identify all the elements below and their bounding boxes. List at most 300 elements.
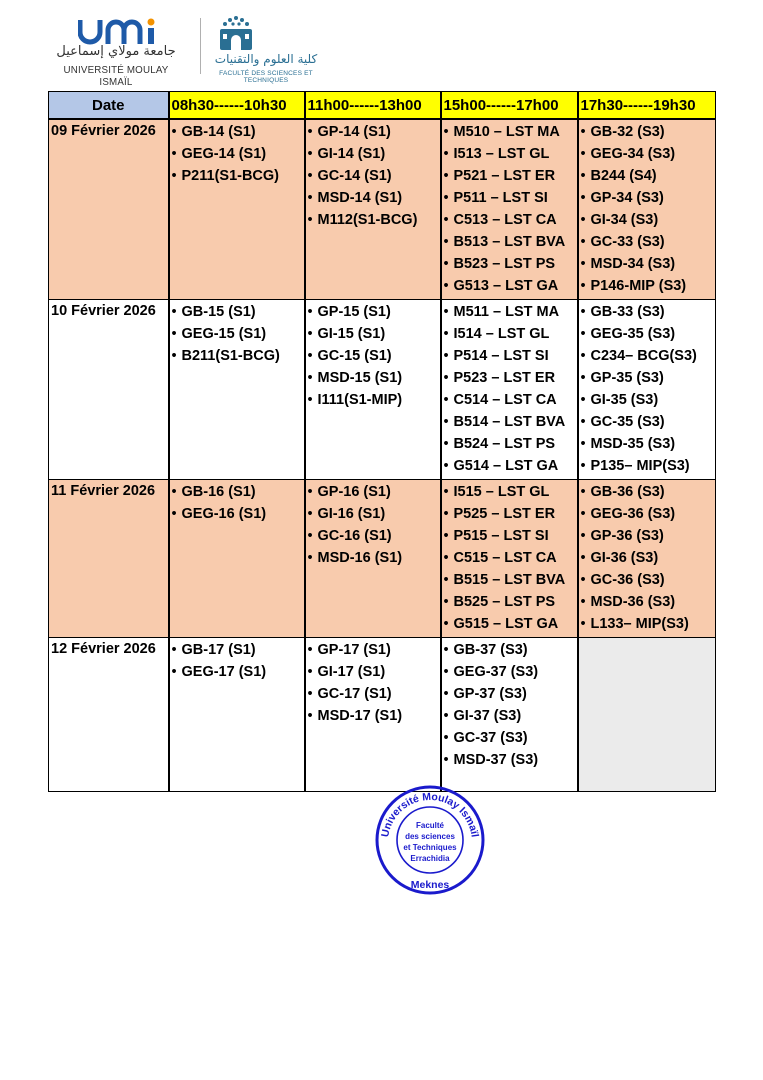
slot-cell [305, 300, 441, 480]
university-name-arabic: جامعة مولاي إسماعيل [56, 44, 176, 59]
bullet-icon: • [307, 550, 313, 566]
exam-code: P211(S1-BCG) [181, 168, 280, 184]
bullet-icon: • [580, 616, 586, 632]
exam-code: GEG-17 (S1) [181, 664, 267, 680]
exam-code: C234– BCG(S3) [590, 348, 697, 364]
exam-list [306, 638, 440, 729]
bullet-icon: • [171, 168, 177, 184]
exam-list [170, 120, 304, 189]
exam-item [172, 663, 304, 685]
bullet-icon: • [443, 436, 449, 452]
exam-code: GI-34 (S3) [590, 212, 659, 228]
column-header-slot-1: 08h30------10h30 [169, 92, 305, 120]
exam-item [308, 189, 440, 211]
bullet-icon: • [443, 506, 449, 522]
bullet-icon: • [171, 642, 177, 658]
header-row [49, 92, 716, 120]
bullet-icon: • [171, 304, 177, 320]
exam-item [308, 505, 440, 527]
exam-list [442, 300, 577, 479]
exam-item [581, 435, 716, 457]
bullet-icon: • [307, 212, 313, 228]
exam-code: MSD-16 (S1) [317, 550, 403, 566]
bullet-icon: • [580, 168, 586, 184]
exam-item [172, 483, 304, 505]
exam-code: P135– MIP(S3) [590, 458, 690, 474]
exam-code: B514 – LST BVA [453, 414, 566, 430]
bullet-icon: • [307, 686, 313, 702]
bullet-icon: • [580, 458, 586, 474]
bullet-icon: • [443, 616, 449, 632]
bullet-icon: • [171, 506, 177, 522]
exam-code: GP-14 (S1) [317, 124, 391, 140]
exam-list [306, 480, 440, 571]
bullet-icon: • [580, 212, 586, 228]
exam-item [444, 233, 577, 255]
slot-cell [305, 480, 441, 638]
exam-item [581, 233, 716, 255]
fst-logo [206, 12, 326, 82]
exam-item [172, 123, 304, 145]
bullet-icon: • [307, 304, 313, 320]
exam-item [581, 527, 716, 549]
bullet-icon: • [307, 664, 313, 680]
exam-code: GP-36 (S3) [590, 528, 664, 544]
exam-code: P521 – LST ER [453, 168, 556, 184]
exam-item [581, 277, 716, 299]
exam-item [308, 145, 440, 167]
exam-code: GB-15 (S1) [181, 304, 256, 320]
date-cell: 09 Février 2026 [49, 119, 169, 300]
exam-schedule-table [48, 91, 716, 792]
exam-code: GI-35 (S3) [590, 392, 659, 408]
exam-item [444, 615, 577, 637]
bullet-icon: • [443, 124, 449, 140]
bullet-icon: • [580, 484, 586, 500]
exam-item [444, 483, 577, 505]
bullet-icon: • [443, 686, 449, 702]
exam-item [172, 325, 304, 347]
bullet-icon: • [443, 392, 449, 408]
exam-code: GI-36 (S3) [590, 550, 659, 566]
exam-item [581, 123, 716, 145]
bullet-icon: • [171, 146, 177, 162]
bullet-icon: • [171, 484, 177, 500]
bullet-icon: • [580, 506, 586, 522]
exam-item [444, 435, 577, 457]
bullet-icon: • [307, 348, 313, 364]
exam-item [581, 167, 716, 189]
exam-item [172, 145, 304, 167]
exam-item [444, 211, 577, 233]
bullet-icon: • [443, 642, 449, 658]
stamp-center-line-1: Faculté [415, 821, 445, 830]
bullet-icon: • [580, 326, 586, 342]
bullet-icon: • [443, 278, 449, 294]
exam-item [581, 413, 716, 435]
bullet-icon: • [580, 370, 586, 386]
exam-code: GI-16 (S1) [317, 506, 386, 522]
exam-code: B211(S1-BCG) [181, 348, 280, 364]
slot-cell [441, 638, 578, 792]
exam-item [444, 303, 577, 325]
bullet-icon: • [443, 594, 449, 610]
university-name-french: UNIVERSITÉ MOULAY ISMAÏL [63, 64, 169, 88]
exam-item [308, 325, 440, 347]
exam-item [444, 347, 577, 369]
exam-code: GC-36 (S3) [590, 572, 665, 588]
exam-code: GC-33 (S3) [590, 234, 665, 250]
exam-item [444, 641, 577, 663]
exam-code: P514 – LST SI [453, 348, 549, 364]
exam-item [444, 685, 577, 707]
exam-item [581, 549, 716, 571]
bullet-icon: • [443, 664, 449, 680]
exam-item [308, 685, 440, 707]
exam-item [308, 347, 440, 369]
date-cell: 10 Février 2026 [49, 300, 169, 480]
exam-item [444, 457, 577, 479]
exam-list [170, 638, 304, 685]
bullet-icon: • [307, 708, 313, 724]
bullet-icon: • [443, 752, 449, 768]
exam-code: B244 (S4) [590, 168, 657, 184]
exam-code: GP-37 (S3) [453, 686, 527, 702]
date-cell: 12 Février 2026 [49, 638, 169, 792]
bullet-icon: • [307, 484, 313, 500]
bullet-icon: • [580, 392, 586, 408]
bullet-icon: • [580, 304, 586, 320]
table-row [49, 119, 716, 300]
exam-item [308, 391, 440, 413]
exam-item [172, 641, 304, 663]
column-header-slot-2: 11h00------13h00 [305, 92, 441, 120]
exam-item [308, 303, 440, 325]
bullet-icon: • [443, 348, 449, 364]
exam-item [444, 189, 577, 211]
exam-code: MSD-37 (S3) [453, 752, 539, 768]
exam-code: C513 – LST CA [453, 212, 557, 228]
exam-item [581, 211, 716, 233]
bullet-icon: • [580, 256, 586, 272]
bullet-icon: • [580, 436, 586, 452]
stamp-ring-bottom: Meknes [410, 879, 450, 891]
slot-cell [441, 119, 578, 300]
exam-code: MSD-34 (S3) [590, 256, 676, 272]
slot-cell [169, 480, 305, 638]
exam-code: GB-32 (S3) [590, 124, 665, 140]
exam-item [581, 483, 716, 505]
exam-item [308, 641, 440, 663]
exam-list [579, 300, 716, 479]
slot-cell [169, 119, 305, 300]
stamp-center-line-3: et Techniques [403, 843, 457, 852]
bullet-icon: • [307, 370, 313, 386]
exam-item [444, 369, 577, 391]
stamp-center-line-4: Errachidia [410, 854, 450, 863]
exam-item [581, 391, 716, 413]
exam-code: P511 – LST SI [453, 190, 548, 206]
bullet-icon: • [443, 572, 449, 588]
bullet-icon: • [580, 414, 586, 430]
exam-code: MSD-35 (S3) [590, 436, 676, 452]
bullet-icon: • [171, 664, 177, 680]
exam-code: G514 – LST GA [453, 458, 559, 474]
bullet-icon: • [580, 528, 586, 544]
exam-code: GP-15 (S1) [317, 304, 391, 320]
exam-code: P146-MIP (S3) [590, 278, 687, 294]
exam-code: MSD-17 (S1) [317, 708, 403, 724]
exam-item [308, 369, 440, 391]
bullet-icon: • [443, 256, 449, 272]
bullet-icon: • [443, 550, 449, 566]
exam-code: L133– MIP(S3) [590, 616, 689, 632]
logo-divider [200, 18, 201, 74]
exam-code: GP-34 (S3) [590, 190, 664, 206]
exam-item [444, 571, 577, 593]
exam-code: M112(S1-BCG) [317, 212, 418, 228]
bullet-icon: • [443, 234, 449, 250]
empty-slot-cell [578, 638, 716, 792]
exam-item [444, 729, 577, 751]
exam-code: B513 – LST BVA [453, 234, 566, 250]
exam-code: GB-16 (S1) [181, 484, 256, 500]
bullet-icon: • [443, 484, 449, 500]
exam-code: GP-16 (S1) [317, 484, 391, 500]
bullet-icon: • [307, 146, 313, 162]
exam-item [172, 303, 304, 325]
exam-item [308, 527, 440, 549]
exam-code: GB-17 (S1) [181, 642, 256, 658]
exam-code: C515 – LST CA [453, 550, 557, 566]
exam-item [444, 527, 577, 549]
exam-item [444, 391, 577, 413]
exam-code: GEG-35 (S3) [590, 326, 676, 342]
exam-item [172, 347, 304, 369]
exam-code: GI-14 (S1) [317, 146, 386, 162]
exam-item [581, 189, 716, 211]
bullet-icon: • [307, 506, 313, 522]
exam-code: I111(S1-MIP) [317, 392, 403, 408]
bullet-icon: • [580, 594, 586, 610]
exam-code: M511 – LST MA [453, 304, 560, 320]
exam-item [308, 549, 440, 571]
column-header-slot-4: 17h30------19h30 [578, 92, 716, 120]
bullet-icon: • [307, 168, 313, 184]
bullet-icon: • [443, 190, 449, 206]
exam-code: B515 – LST BVA [453, 572, 566, 588]
bullet-icon: • [580, 124, 586, 140]
exam-item [444, 549, 577, 571]
exam-item [581, 303, 716, 325]
exam-item [308, 123, 440, 145]
exam-code: GP-17 (S1) [317, 642, 391, 658]
table-row [49, 480, 716, 638]
exam-item [444, 145, 577, 167]
exam-item [308, 707, 440, 729]
exam-code: MSD-15 (S1) [317, 370, 403, 386]
bullet-icon: • [443, 146, 449, 162]
exam-list [306, 300, 440, 413]
exam-list [579, 120, 716, 299]
bullet-icon: • [307, 642, 313, 658]
exam-code: M510 – LST MA [453, 124, 560, 140]
stamp-ring-top: Université Moulay Ismaïl [379, 790, 481, 839]
faculty-name-arabic: كلية العلوم والتقنيات [214, 52, 318, 66]
slot-cell [578, 300, 716, 480]
exam-item [444, 707, 577, 729]
bullet-icon: • [171, 124, 177, 140]
exam-code: B523 – LST PS [453, 256, 556, 272]
exam-item [581, 325, 716, 347]
exam-code: MSD-36 (S3) [590, 594, 676, 610]
umi-logo-mark [78, 18, 174, 46]
slot-cell [578, 480, 716, 638]
bullet-icon: • [443, 168, 449, 184]
exam-code: GI-15 (S1) [317, 326, 386, 342]
bullet-icon: • [307, 528, 313, 544]
exam-code: GC-16 (S1) [317, 528, 392, 544]
exam-item [581, 505, 716, 527]
exam-code: B524 – LST PS [453, 436, 556, 452]
slot-cell [169, 300, 305, 480]
exam-code: GI-17 (S1) [317, 664, 386, 680]
exam-code: GI-37 (S3) [453, 708, 522, 724]
exam-code: C514 – LST CA [453, 392, 557, 408]
bullet-icon: • [171, 348, 177, 364]
exam-code: GEG-37 (S3) [453, 664, 539, 680]
exam-code: GEG-14 (S1) [181, 146, 267, 162]
bullet-icon: • [171, 326, 177, 342]
exam-list [442, 120, 577, 299]
exam-item [581, 615, 716, 637]
slot-cell [441, 480, 578, 638]
exam-item [444, 255, 577, 277]
bullet-icon: • [580, 278, 586, 294]
exam-item [581, 457, 716, 479]
bullet-icon: • [307, 190, 313, 206]
bullet-icon: • [443, 730, 449, 746]
exam-item [308, 663, 440, 685]
exam-code: P525 – LST ER [453, 506, 556, 522]
exam-code: GC-37 (S3) [453, 730, 528, 746]
exam-code: GC-14 (S1) [317, 168, 392, 184]
exam-code: GC-15 (S1) [317, 348, 392, 364]
bullet-icon: • [580, 234, 586, 250]
exam-code: I514 – LST GL [453, 326, 550, 342]
bullet-icon: • [443, 212, 449, 228]
date-cell: 11 Février 2026 [49, 480, 169, 638]
exam-code: GC-17 (S1) [317, 686, 392, 702]
exam-list [306, 120, 440, 233]
exam-item [308, 483, 440, 505]
exam-code: GEG-34 (S3) [590, 146, 676, 162]
faculty-name-french: FACULTÉ DES SCIENCES ET TECHNIQUES [219, 70, 313, 84]
exam-code: GB-37 (S3) [453, 642, 528, 658]
exam-item [444, 123, 577, 145]
exam-code: GEG-36 (S3) [590, 506, 676, 522]
table-row [49, 638, 716, 792]
bullet-icon: • [443, 528, 449, 544]
exam-item [444, 751, 577, 773]
bullet-icon: • [580, 550, 586, 566]
exam-item [581, 145, 716, 167]
exam-item [444, 663, 577, 685]
exam-code: P515 – LST SI [453, 528, 549, 544]
bullet-icon: • [307, 124, 313, 140]
exam-item [444, 413, 577, 435]
exam-item [581, 593, 716, 615]
column-header-date: Date [49, 92, 169, 120]
exam-code: GP-35 (S3) [590, 370, 664, 386]
slot-cell [441, 300, 578, 480]
slot-cell [169, 638, 305, 792]
bullet-icon: • [443, 708, 449, 724]
exam-code: GB-14 (S1) [181, 124, 256, 140]
exam-item [444, 167, 577, 189]
exam-code: GB-33 (S3) [590, 304, 665, 320]
bullet-icon: • [443, 458, 449, 474]
bullet-icon: • [443, 370, 449, 386]
bullet-icon: • [443, 304, 449, 320]
bullet-icon: • [580, 190, 586, 206]
exam-item [308, 167, 440, 189]
exam-item [444, 505, 577, 527]
bullet-icon: • [443, 414, 449, 430]
exam-list [442, 480, 577, 637]
slot-cell [578, 119, 716, 300]
bullet-icon: • [307, 326, 313, 342]
bullet-icon: • [580, 572, 586, 588]
bullet-icon: • [443, 326, 449, 342]
exam-code: P523 – LST ER [453, 370, 556, 386]
exam-item [444, 325, 577, 347]
exam-list [442, 638, 577, 773]
exam-code: I515 – LST GL [453, 484, 550, 500]
slot-cell [305, 119, 441, 300]
exam-list [579, 480, 716, 637]
exam-item [581, 571, 716, 593]
exam-code: GEG-15 (S1) [181, 326, 267, 342]
exam-item [581, 369, 716, 391]
bullet-icon: • [307, 392, 313, 408]
exam-item [581, 347, 716, 369]
exam-code: GC-35 (S3) [590, 414, 665, 430]
exam-code: GB-36 (S3) [590, 484, 665, 500]
exam-item [444, 277, 577, 299]
column-header-slot-3: 15h00------17h00 [441, 92, 578, 120]
exam-list [170, 480, 304, 527]
exam-item [172, 167, 304, 189]
slot-cell [305, 638, 441, 792]
exam-code: G515 – LST GA [453, 616, 559, 632]
exam-code: G513 – LST GA [453, 278, 559, 294]
exam-item [444, 593, 577, 615]
table-row [49, 300, 716, 480]
bullet-icon: • [580, 146, 586, 162]
fst-emblem-icon [214, 12, 258, 52]
exam-code: GEG-16 (S1) [181, 506, 267, 522]
exam-item [172, 505, 304, 527]
exam-item [581, 255, 716, 277]
exam-code: MSD-14 (S1) [317, 190, 403, 206]
exam-list [170, 300, 304, 369]
exam-code: I513 – LST GL [453, 146, 550, 162]
exam-item [308, 211, 440, 233]
bullet-icon: • [580, 348, 586, 364]
official-stamp [374, 784, 486, 896]
umi-logo [54, 14, 178, 88]
